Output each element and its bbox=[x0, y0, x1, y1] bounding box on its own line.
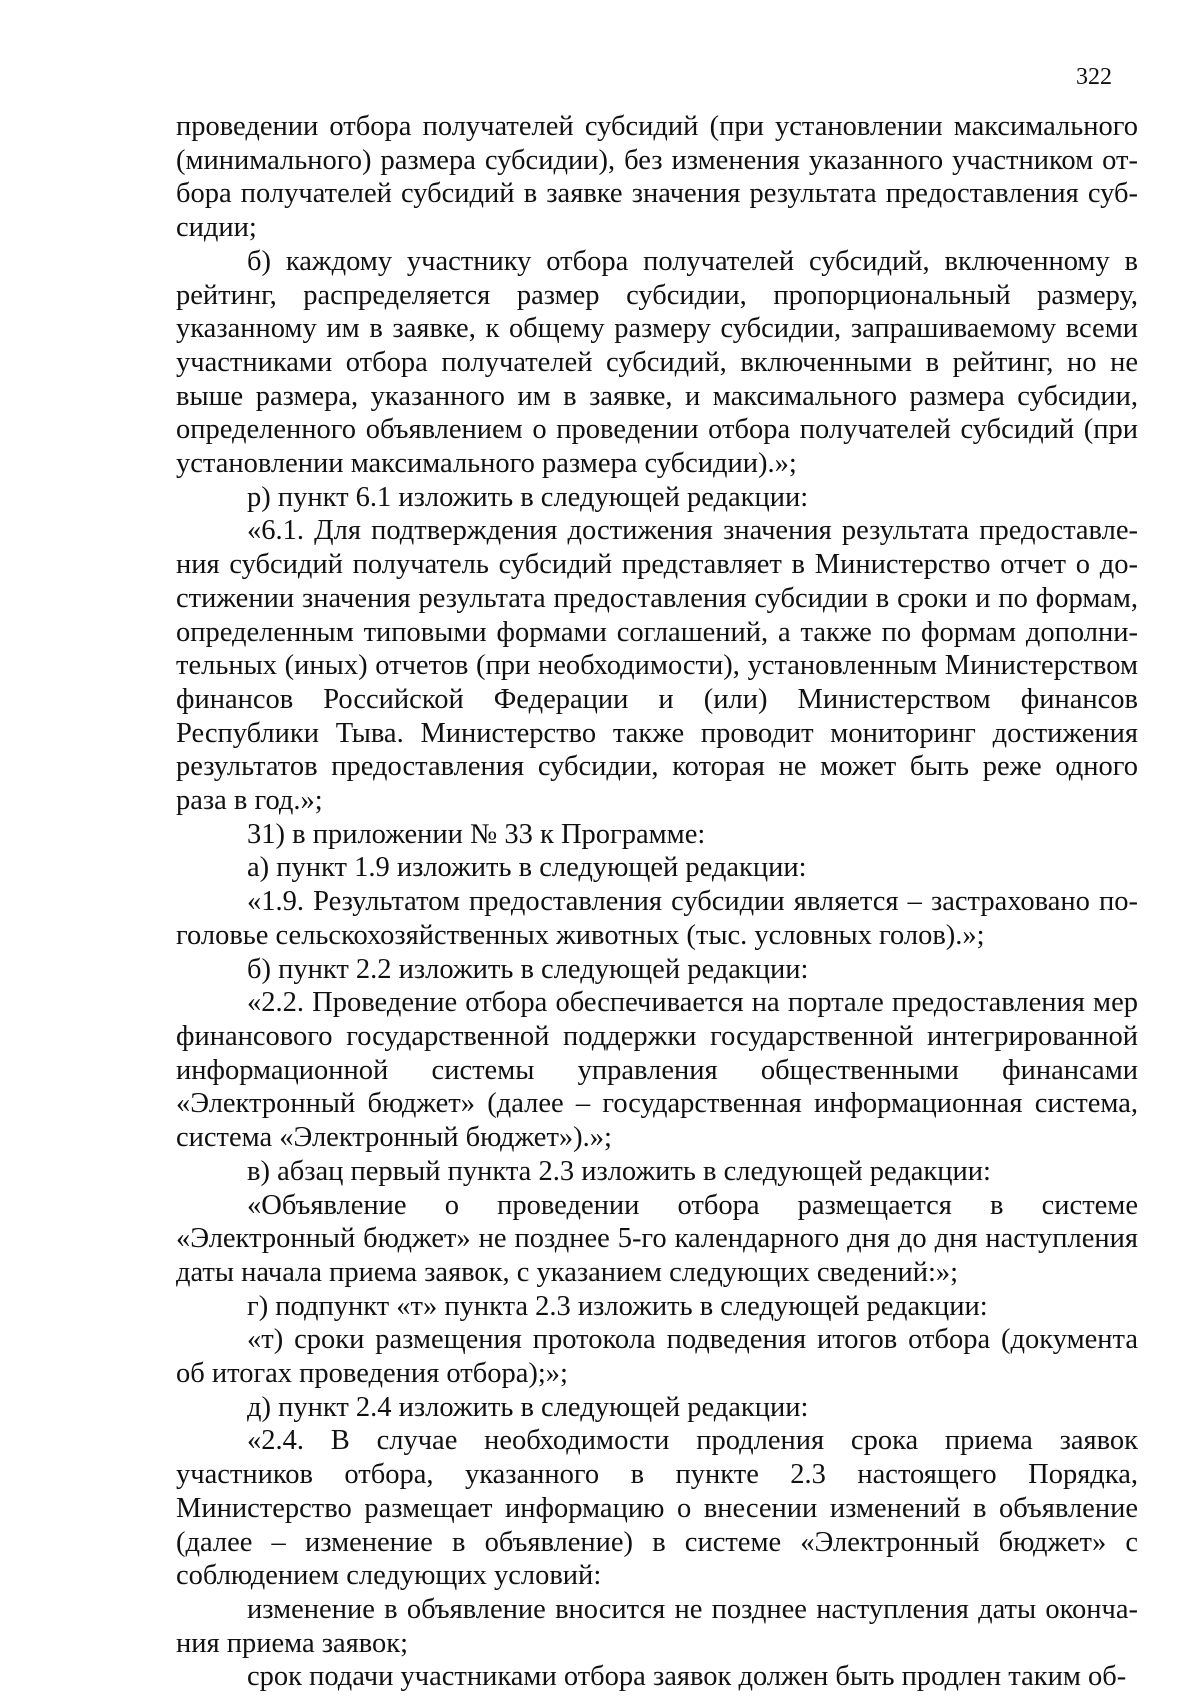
paragraph-item-r: р) пункт 6.1 изложить в следующей редакции: bbox=[247, 481, 809, 513]
paragraph-quote-2-2: «2.2. Проведение отбора обеспечивается на портале предоставления мер финансового государственной поддержки государственной интегрированной информационной системы управления общественными финансами «Электронный бюджет» (далее – государственная информационная система, система «Электронный бюджет»).»; bbox=[176, 987, 1138, 1154]
paragraph-item-d: д) пункт 2.4 изложить в следующей редакции: bbox=[247, 1391, 809, 1423]
paragraph-item-g: г) подпункт «т» пункта 2.3 изложить в следующей редакции: bbox=[247, 1290, 988, 1322]
paragraph-item-a: а) пункт 1.9 изложить в следующей редакции: bbox=[247, 852, 807, 884]
paragraph-quote-2-4: «2.4. В случае необходимости продления срока приема заявок участников отбора, указанного в пункте 2.3 настоящего Порядка, Министерство размещает информацию о внесении изменений в объявление (далее – изменение в объявление) в системе «Электронный бюджет» с соблюдением следующих условий: bbox=[176, 1425, 1138, 1592]
paragraph-condition-1: изменение в объявление вносится не позднее наступления даты окончания приема заявок; bbox=[176, 1593, 1138, 1659]
paragraph-item-31: 31) в приложении № 33 к Программе: bbox=[247, 818, 706, 850]
paragraph-quote-6-1: «6.1. Для подтверждения достижения значения результата предоставления субсидий получатель субсидий представляет в Министерство отчет о достижении значения результата предоставления субсидии в сроки и по формам, определенным типовыми формами соглашений, а также по формам дополнительных (иных) отчетов (при необходимости), установленным Министерством финансов Российской Федерации и (или) Министерством финансов Республики Тыва. Министерство также проводит мониторинг достижения результатов предоставления субсидии, которая не может быть реже одного раза в год.»; bbox=[176, 515, 1138, 817]
page-number: 322 bbox=[1076, 64, 1112, 90]
paragraph-quote-announcement: «Объявление о проведении отбора размещается в системе «Электронный бюджет» не позднее 5-го календарного дня до дня наступления даты начала приема заявок, с указанием следующих сведений:»; bbox=[176, 1189, 1138, 1288]
document-body bbox=[176, 110, 1138, 1694]
paragraph-quote-1-9: «1.9. Результатом предоставления субсидии является – застраховано поголовье сельскохозяйственных животных (тыс. условных голов).»; bbox=[176, 886, 1138, 951]
paragraph-quote-t: «т) сроки размещения протокола подведения итогов отбора (документа об итогах проведения отбора);»; bbox=[176, 1324, 1138, 1390]
paragraph-item-b: б) каждому участнику отбора получателей субсидий, включенному в рейтинг, распределяется размер субсидии, пропорциональный размеру, указанному им в заявке, к общему размеру субсидии, запрашиваемому всеми участниками отбора получателей субсидий, включенными в рейтинг, но не выше размера, указанного им в заявке, и максимального размера субсидии, определенного объявлением о проведении отбора получателей субсидий (при установлении максимального размера субсидии).»; bbox=[176, 245, 1138, 480]
paragraph-item-b-2-2: б) пункт 2.2 изложить в следующей редакции: bbox=[247, 953, 809, 985]
paragraph-continuation: проведении отбора получателей субсидий (при установлении максимального (минимального) размера субсидии), без изменения указанного участником отбора получателей субсидий в заявке значения результата предоставления субсидии; bbox=[176, 111, 1138, 244]
paragraph-item-v: в) абзац первый пункта 2.3 изложить в следующей редакции: bbox=[247, 1155, 991, 1187]
paragraph-condition-2: срок подачи участниками отбора заявок должен быть продлен таким об- bbox=[247, 1661, 1127, 1693]
